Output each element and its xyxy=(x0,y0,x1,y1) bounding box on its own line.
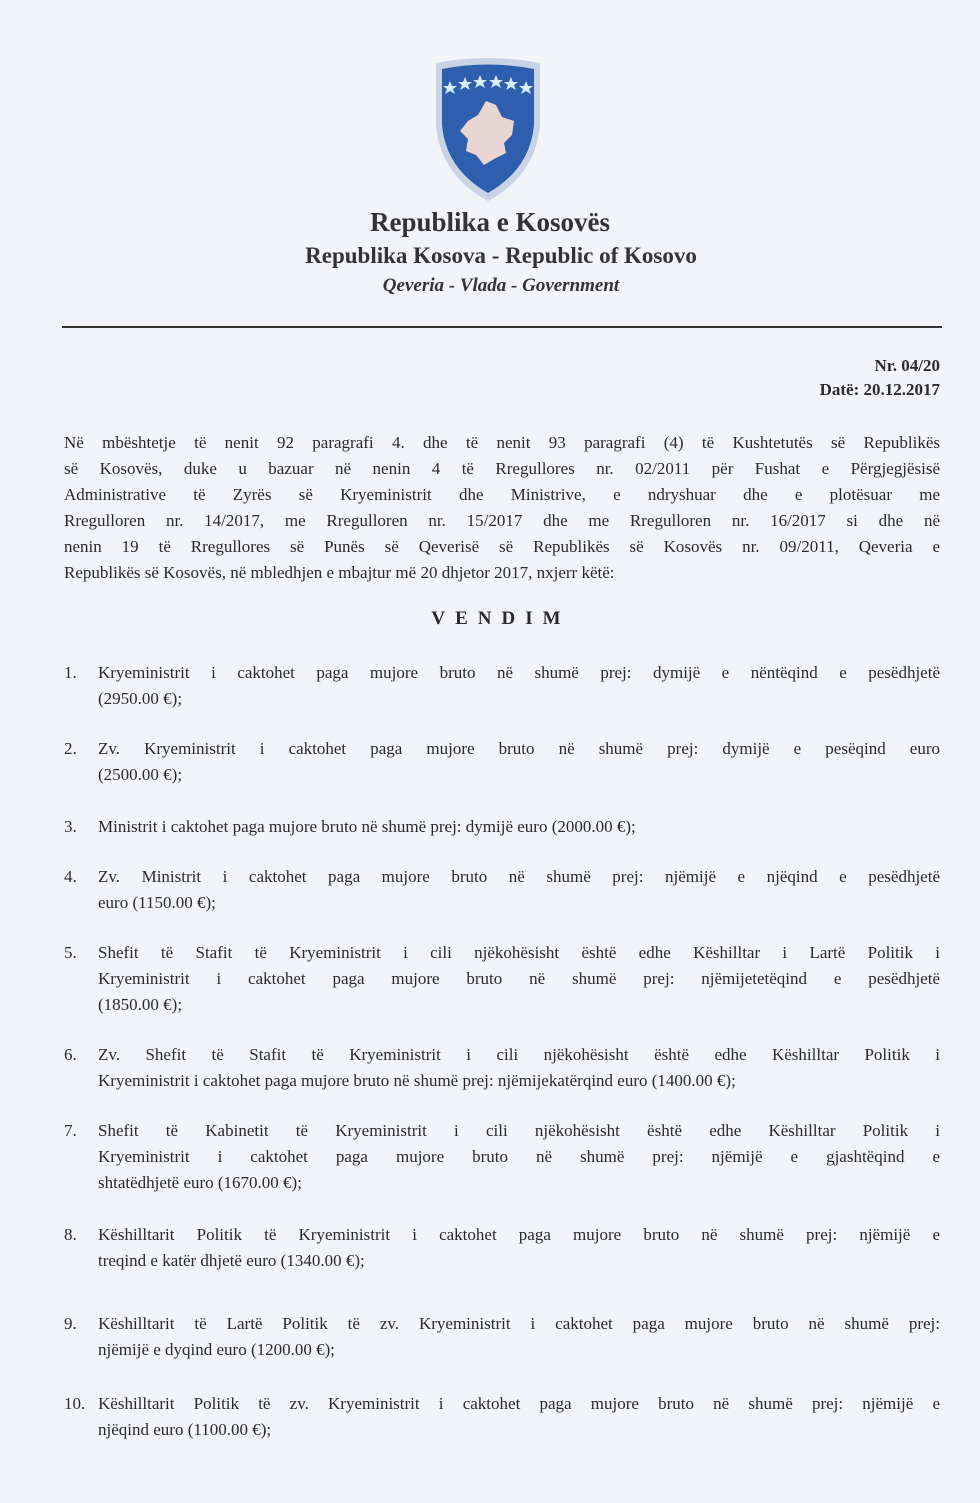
text-line: Kryeministrit i caktohet paga mujore bruto në shumë prej: dymijë e nëntëqind e pesëdhjetë xyxy=(98,663,940,682)
item-text xyxy=(98,1311,940,1363)
item-number: 2. xyxy=(64,739,77,758)
text-line: Këshilltarit Politik të Kryeministrit i caktohet paga mujore bruto në shumë prej: njëmijë e xyxy=(98,1225,940,1244)
text-line: Në mbështetje të nenit 92 paragrafi 4. dhe të nenit 93 paragrafi (4) të Kushtetutës së Republikës xyxy=(64,433,940,452)
item-number: 6. xyxy=(64,1045,77,1064)
text-line: Administrative të Zyrës së Kryeministrit dhe Ministrive, e ndryshuar dhe e plotësuar me xyxy=(64,485,940,504)
decision-item xyxy=(64,736,940,788)
item-number: 7. xyxy=(64,1121,77,1140)
item-text xyxy=(98,660,940,712)
decision-item xyxy=(64,1222,940,1274)
text-line: Shefit të Kabinetit të Kryeministrit i cili njëkohësisht është edhe Këshilltar Politik i xyxy=(98,1121,940,1140)
header-government: Qeveria - Vlada - Government xyxy=(382,275,620,296)
decision-item xyxy=(64,1118,940,1196)
header-subtitle: Republika Kosova - Republic of Kosovo xyxy=(305,243,697,268)
decision-item xyxy=(64,1042,940,1094)
document-number: Nr. 04/20 xyxy=(874,356,940,375)
item-number: 9. xyxy=(64,1314,77,1333)
text-line: njëmijë e dyqind euro (1200.00 €); xyxy=(98,1340,336,1359)
item-number: 1. xyxy=(64,663,77,682)
text-line: (2950.00 €); xyxy=(98,689,183,708)
header-title: Republika e Kosovës xyxy=(369,207,611,237)
text-line: Kryeministrit i caktohet paga mujore bruto në shumë prej: njëmijetetëqind e pesëdhjetë xyxy=(98,969,940,988)
text-line: Këshilltarit të Lartë Politik të zv. Kryeministrit i caktohet paga mujore bruto në shumë prej: xyxy=(98,1314,940,1333)
decision-item xyxy=(64,814,940,840)
text-line: (1850.00 €); xyxy=(98,995,183,1014)
header-divider xyxy=(62,326,942,328)
text-line: euro (1150.00 €); xyxy=(98,893,216,912)
text-line: Zv. Ministrit i caktohet paga mujore bruto në shumë prej: njëmijë e njëqind e pesëdhjetë xyxy=(98,867,940,886)
item-text xyxy=(98,1118,940,1196)
item-text xyxy=(98,864,940,916)
text-line: njëqind euro (1100.00 €); xyxy=(98,1420,272,1439)
text-line: treqind e katër dhjetë euro (1340.00 €); xyxy=(98,1251,365,1270)
text-line: Zv. Shefit të Stafit të Kryeministrit i cili njëkohësisht është edhe Këshilltar Politik i xyxy=(98,1045,940,1064)
item-number: 5. xyxy=(64,943,77,962)
text-line: Zv. Kryeministrit i caktohet paga mujore bruto në shumë prej: dymijë e pesëqind euro xyxy=(98,739,940,758)
text-line: Kryeministrit i caktohet paga mujore bruto në shumë prej: njëmijë e gjashtëqind e xyxy=(98,1147,940,1166)
text-line: Republikës së Kosovës, në mbledhjen e mbajtur më 20 dhjetor 2017, nxjerr këtë: xyxy=(64,563,615,582)
item-text xyxy=(98,736,940,788)
item-number: 8. xyxy=(64,1225,77,1244)
item-text xyxy=(98,1042,940,1094)
text-line: Këshilltarit Politik të zv. Kryeministrit i caktohet paga mujore bruto në shumë prej: njëmijë e xyxy=(98,1394,940,1413)
decision-title: VENDIM xyxy=(431,608,571,629)
text-line: shtatëdhjetë euro (1670.00 €); xyxy=(98,1173,302,1192)
document-date: Datë: 20.12.2017 xyxy=(819,380,940,399)
text-line: Shefit të Stafit të Kryeministrit i cili njëkohësisht është edhe Këshilltar i Lartë Politik i xyxy=(98,943,940,962)
item-text xyxy=(98,940,940,1018)
item-number: 4. xyxy=(64,867,77,886)
text-line: Ministrit i caktohet paga mujore bruto në shumë prej: dymijë euro (2000.00 €); xyxy=(98,817,636,836)
decision-item xyxy=(64,940,940,1018)
decision-item xyxy=(64,864,940,916)
decision-item xyxy=(64,1311,940,1363)
text-line: Kryeministrit i caktohet paga mujore bruto në shumë prej: njëmijekatërqind euro (1400.00 €); xyxy=(98,1071,736,1090)
item-text xyxy=(98,814,940,840)
decision-item xyxy=(64,660,940,712)
item-number: 10. xyxy=(64,1394,86,1413)
item-text xyxy=(98,1222,940,1274)
preamble xyxy=(64,430,940,586)
item-text xyxy=(98,1391,940,1443)
kosovo-emblem xyxy=(432,55,544,205)
text-line: nenin 19 të Rregullores së Punës së Qeverisë së Republikës së Kosovës nr. 09/2011, Qeveria e xyxy=(64,537,940,556)
decision-item xyxy=(64,1391,940,1443)
text-line: së Kosovës, duke u bazuar në nenin 4 të Rregullores nr. 02/2011 për Fushat e Përgjegjësisë xyxy=(64,459,940,478)
item-number: 3. xyxy=(64,817,77,836)
text-line: Rregulloren nr. 14/2017, me Rregulloren nr. 15/2017 dhe me Rregulloren nr. 16/2017 si dhe në xyxy=(64,511,940,530)
text-line: (2500.00 €); xyxy=(98,765,183,784)
